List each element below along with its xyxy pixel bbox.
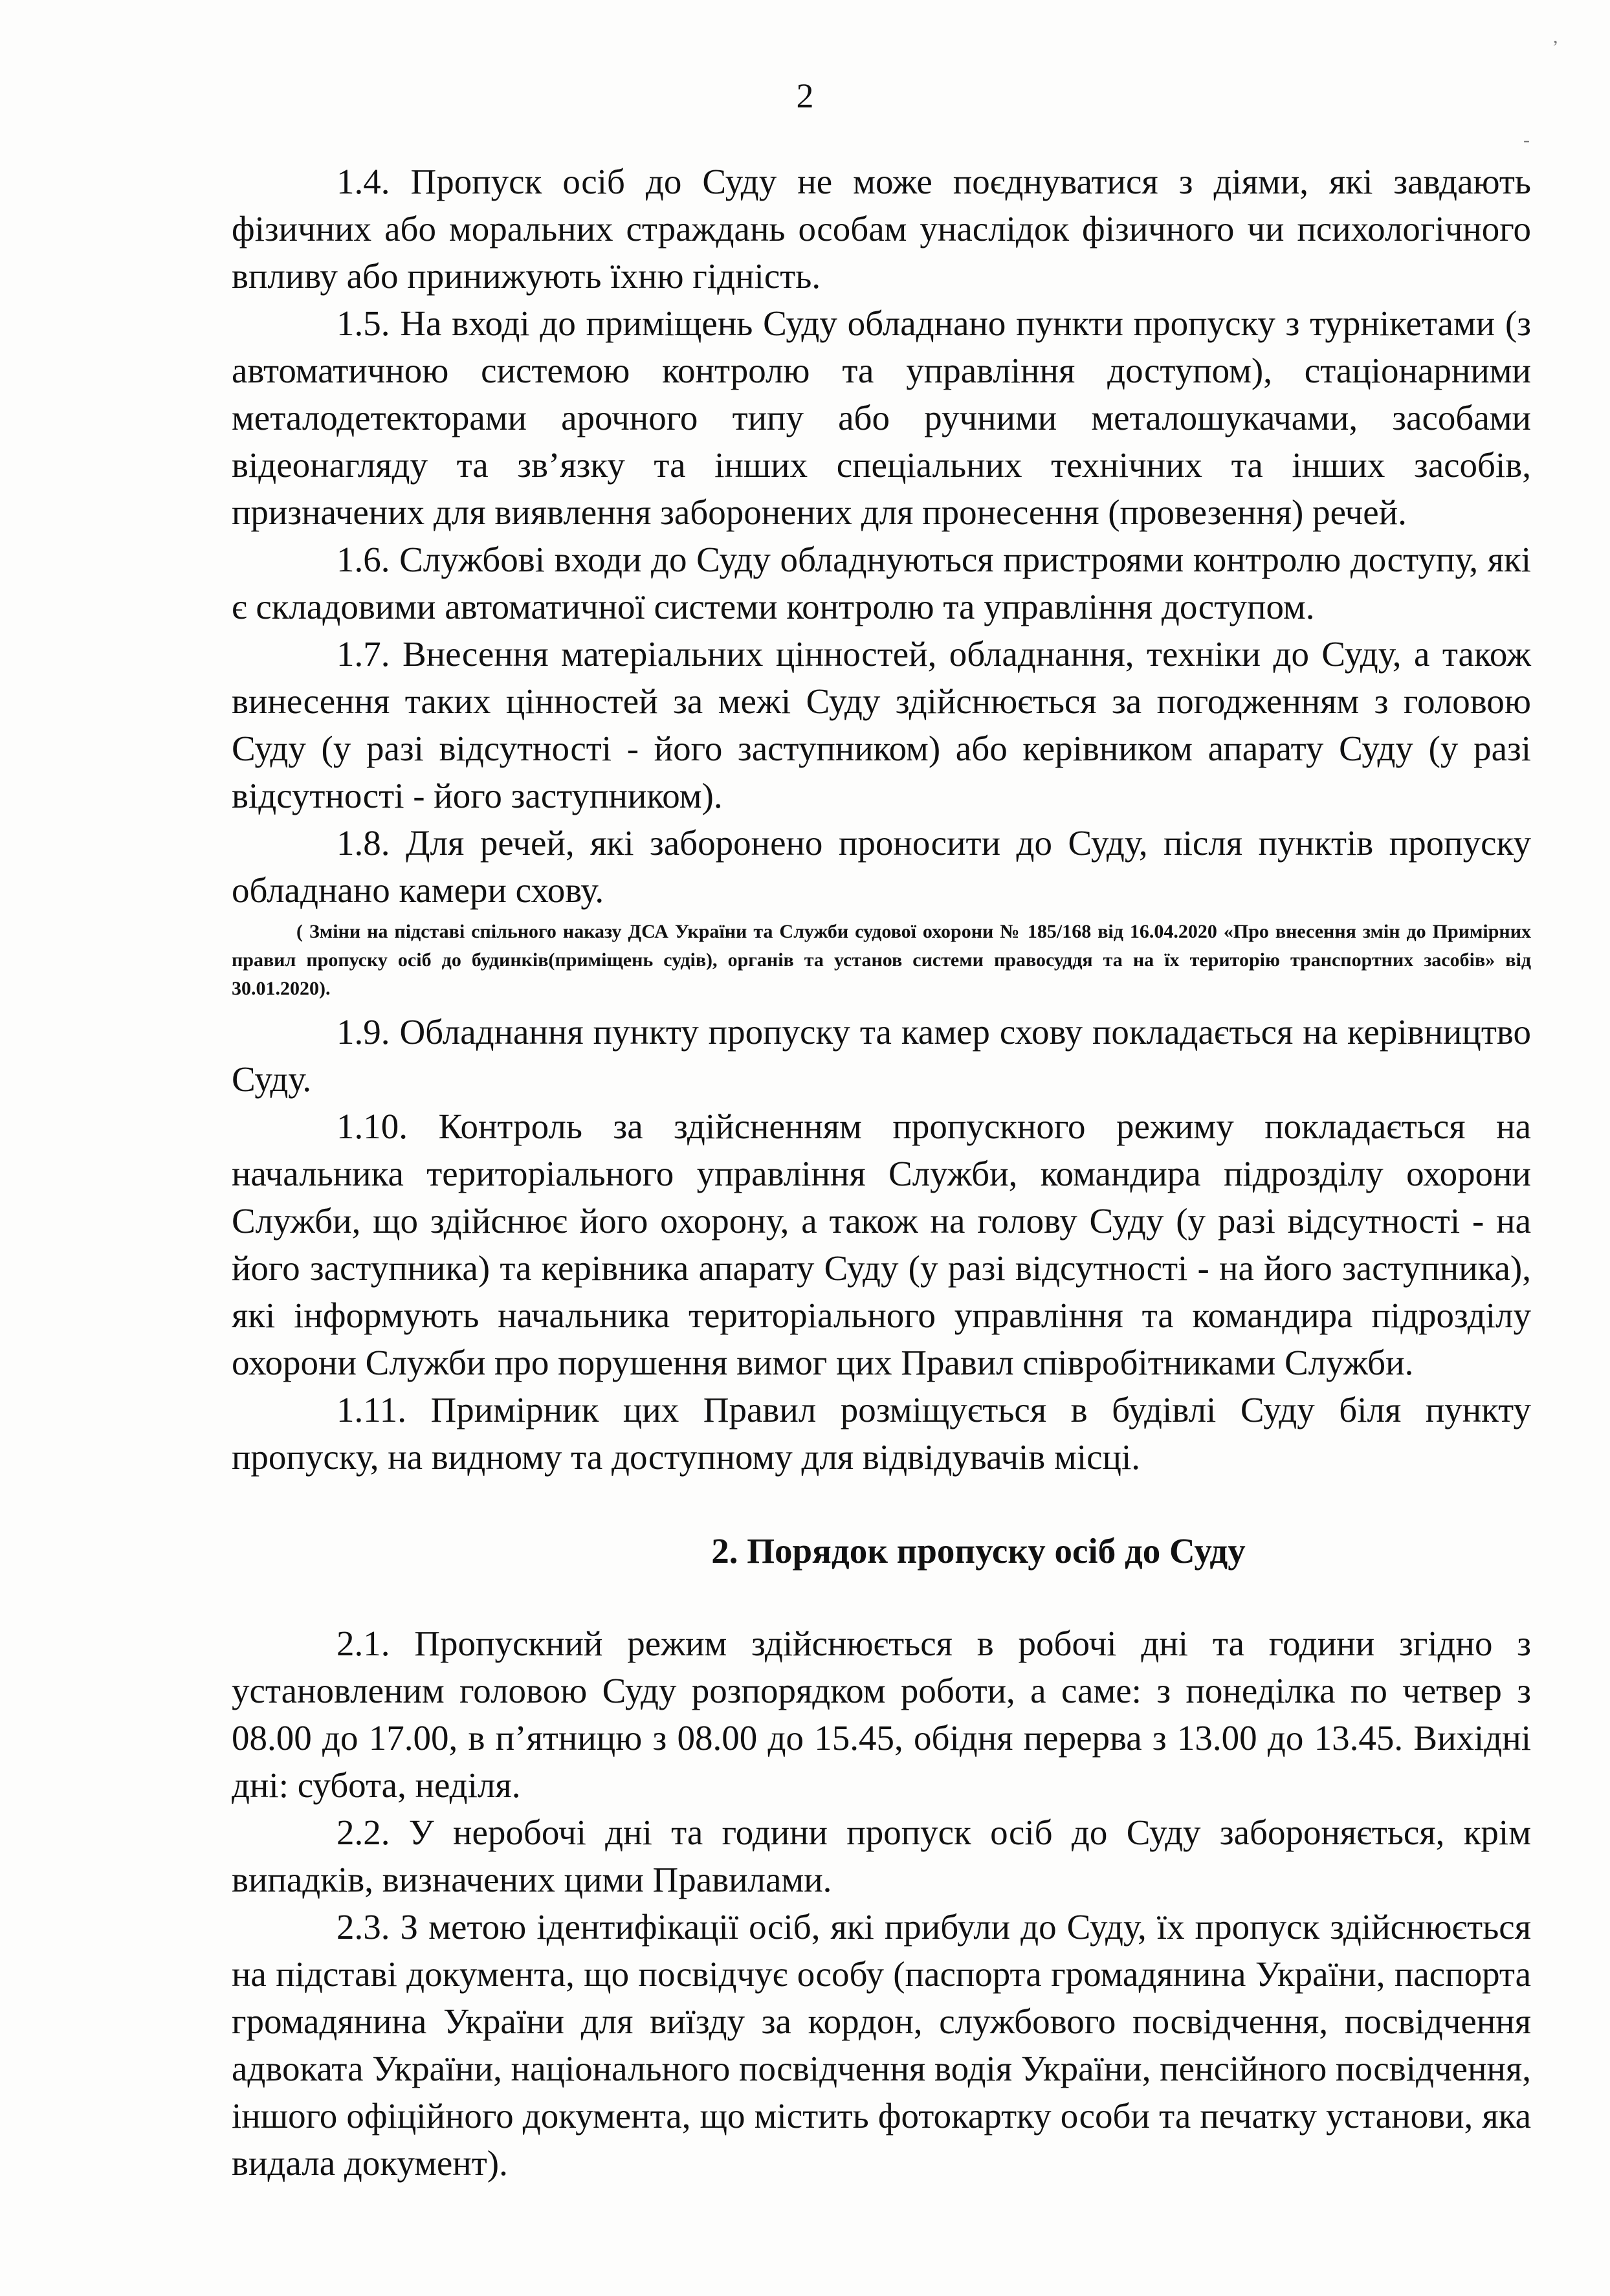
document-body bbox=[232, 158, 1531, 2187]
paragraph-1-8: 1.8. Для речей, які заборонено проносити до Суду, після пунктів пропуску обладнано камери схову. bbox=[232, 823, 1531, 910]
paragraph-1-6: 1.6. Службові входи до Суду обладнуються пристроями контролю доступу, які є складовими автоматичної системи контролю та управління доступом. bbox=[232, 540, 1531, 626]
section-heading: 2. Порядок пропуску осіб до Суду bbox=[711, 1531, 1246, 1571]
paragraph-2-2: 2.2. У неробочі дні та години пропуск осіб до Суду забороняється, крім випадків, визначених цими Правилами. bbox=[232, 1813, 1531, 1899]
paragraph-1-10: 1.10. Контроль за здійсненням пропускного режиму покладається на начальника територіального управління Служби, командира підрозділу охорони Служби, що здійснює його охорону, а також на голову Суду (у разі відсутності - на його заступника) та керівника апарату Суду (у разі відсутності - на його заступника), які інформують начальника територіального управління та командира підрозділу охорони Служби про порушення вимог цих Правил співробітниками Служби. bbox=[232, 1107, 1531, 1382]
paragraph-2-3: 2.3. З метою ідентифікації осіб, які прибули до Суду, їх пропуск здійснюється на підставі документа, що посвідчує особу (паспорта громадянина України, паспорта громадянина України для виїзду за кордон, службового посвідчення, посвідчення адвоката України, національного посвідчення водія України, пенсійного посвідчення, іншого офіційного документа, що містить фотокартку особи та печатку установи, яка видала документ). bbox=[232, 1907, 1531, 2183]
page-number: 2 bbox=[796, 76, 814, 115]
amendment-note: ( Зміни на підставі спільного наказу ДСА України та Служби судової охорони № 185/168 від 16.04.2020 «Про внесення змін до Примірних правил пропуску осіб до будинків(приміщень судів), органів та установ системи правосуддя та на їх територію транспортних засобів» від 30.01.2020). bbox=[232, 921, 1531, 999]
scan-mark: , bbox=[1553, 26, 1558, 47]
paragraph-1-5: 1.5. На вході до приміщень Суду обладнано пункти пропуску з турнікетами (з автоматичною системою контролю та управління доступом), стаціонарними металодетекторами арочного типу або ручними металошукачами, засобами відеонагляду та зв’язку та інших спеціальних технічних та інших засобів, призначених для виявлення заборонених для пронесення (провезення) речей. bbox=[232, 304, 1531, 532]
paragraph-1-7: 1.7. Внесення матеріальних цінностей, обладнання, техніки до Суду, а також винесення таких цінностей за межі Суду здійснюється за погодженням з головою Суду (у разі відсутності - його заступником) або керівником апарату Суду (у разі відсутності - його заступником). bbox=[232, 634, 1531, 815]
paragraph-2-1: 2.1. Пропускний режим здійснюється в робочі дні та години згідно з установленим головою Суду розпорядком роботи, а саме: з понеділка по четвер з 08.00 до 17.00, в п’ятницю з 08.00 до 15.45, обідня перерва з 13.00 до 13.45. Вихідні дні: субота, неділя. bbox=[232, 1624, 1531, 1805]
scan-mark: - bbox=[1523, 129, 1530, 151]
paragraph-1-11: 1.11. Примірник цих Правил розміщується в будівлі Суду біля пункту пропуску, на видному та доступному для відвідувачів місці. bbox=[232, 1390, 1531, 1477]
paragraph-1-9: 1.9. Обладнання пункту пропуску та камер схову покладається на керівництво Суду. bbox=[232, 1012, 1531, 1099]
paragraph-1-4: 1.4. Пропуск осіб до Суду не може поєднуватися з діями, які завдають фізичних або моральних страждань особам унаслідок фізичного чи психологічного впливу або принижують їхню гідність. bbox=[232, 162, 1531, 296]
